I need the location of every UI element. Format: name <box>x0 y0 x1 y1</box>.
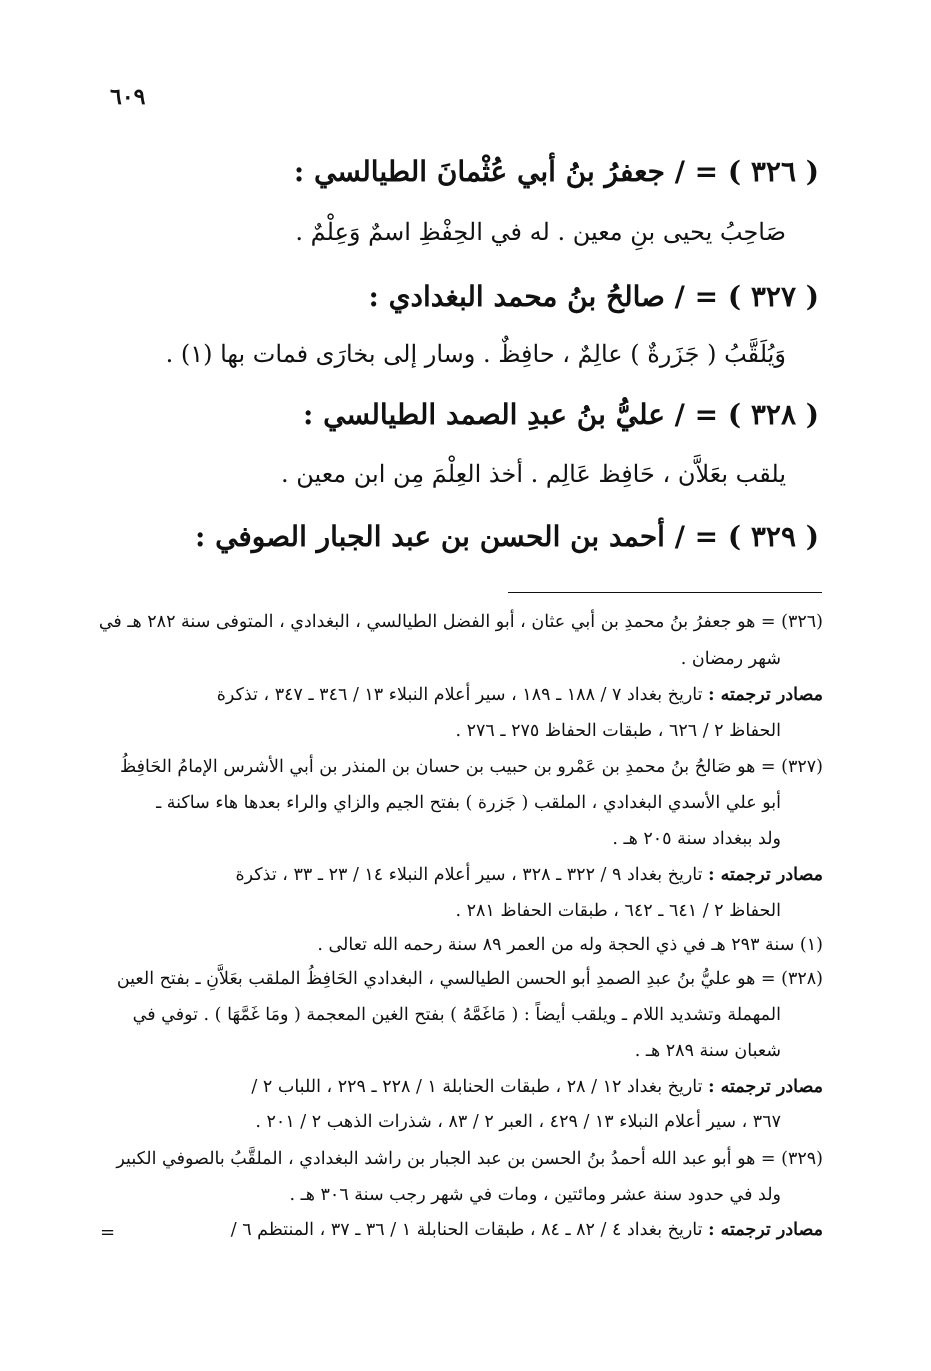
footnote-328-line-3: شعبان سنة ٢٨٩ هـ . <box>634 1041 781 1061</box>
footnote-327-line-1: (٣٢٧) = هو صَالحُ بنُ محمدِ بن عَمْرو بن حبيب بن حسان بن المنذر بن أبي الأشرس الإمامُ الحَافِظُ <box>120 757 823 777</box>
sources-label: مصادر ترجمته : <box>708 1077 823 1097</box>
entry-body-327: وَيُلَقَّبُ ( جَزَرةٌ ) عالِمٌ ، حافِظٌ . وسار إلى بخارَى فمات بها (١) . <box>165 340 786 368</box>
footnote-326-line-1: (٣٢٦) = هو جعفرُ بنُ محمدِ بن أبي عثان ، أبو الفضل الطيالسي ، البغدادي ، المتوفى سنة ٢٨٢ هـ في <box>98 612 823 632</box>
footnote-327-line-2: أبو علي الأسدي البغدادي ، الملقب ( جَزرة ) بفتح الجيم والزاي والراء بعدها هاء ساكنة ـ <box>156 793 781 813</box>
entry-body-326: صَاحِبُ يحيى بنِ معين . له في الحِفْظِ اسمٌ وَعِلْمٌ . <box>295 218 786 246</box>
footnote-329-sources-line-1: مصادر ترجمته : تاريخ بغداد ٤ / ٨٢ ـ ٨٤ ، طبقات الحنابلة ١ / ٣٦ ـ ٣٧ ، المنتظم ٦ / <box>230 1220 823 1240</box>
footnote-326-sources-line-1: مصادر ترجمته : تاريخ بغداد ٧ / ١٨٨ ـ ١٨٩ ، سير أعلام النبلاء ١٣ / ٣٤٦ ـ ٣٤٧ ، تذكرة <box>216 685 823 705</box>
footnote-1: (١) سنة ٢٩٣ هـ في ذي الحجة وله من العمر ٨٩ سنة رحمه الله تعالى . <box>317 935 823 955</box>
entry-heading-329: ( ٣٢٩ ) = / أحمد بن الحسن بن عبد الجبار الصوفي : <box>194 520 819 553</box>
continuation-mark: = <box>100 1222 116 1243</box>
footnote-326-line-2: شهر رمضان . <box>680 649 781 669</box>
sources-label: مصادر ترجمته : <box>708 865 823 885</box>
page-number: ٦٠٩ <box>110 84 146 110</box>
footnote-329-line-2: ولد في حدود سنة عشر ومائتين ، ومات في شهر رجب سنة ٣٠٦ هـ . <box>289 1185 781 1205</box>
footnote-326-sources-line-2: الحفاظ ٢ / ٦٢٦ ، طبقات الحفاظ ٢٧٥ ـ ٢٧٦ . <box>455 721 781 741</box>
footnote-327-sources-line-2: الحفاظ ٢ / ٦٤١ ـ ٦٤٢ ، طبقات الحفاظ ٢٨١ . <box>455 901 781 921</box>
footnote-separator <box>508 592 822 593</box>
entry-heading-327: ( ٣٢٧ ) = / صالحُ بنُ محمد البغدادي : <box>368 280 819 313</box>
footnote-328-sources-line-1: مصادر ترجمته : تاريخ بغداد ١٢ / ٢٨ ، طبقات الحنابلة ١ / ٢٢٨ ـ ٢٢٩ ، اللباب ٢ / <box>251 1077 823 1097</box>
footnote-327-sources-line-1: مصادر ترجمته : تاريخ بغداد ٩ / ٣٢٢ ـ ٣٢٨ ، سير أعلام النبلاء ١٤ / ٢٣ ـ ٣٣ ، تذكرة <box>235 865 823 885</box>
entry-heading-328: ( ٣٢٨ ) = / عليُّ بنُ عبدِ الصمد الطيالسي : <box>303 398 819 431</box>
entry-heading-326: ( ٣٢٦ ) = / جعفرُ بنُ أبي عُثْمانَ الطيالسي : <box>293 155 819 188</box>
footnote-327-line-3: ولد ببغداد سنة ٢٠٥ هـ . <box>612 829 781 849</box>
footnote-328-line-1: (٣٢٨) = هو عليُّ بنُ عبدِ الصمدِ أبو الحسن الطيالسي ، البغدادي الحَافِظُ الملقب بعَلاَّنِ ـ بفتح العين <box>116 969 823 989</box>
entry-body-328: يلقب بعَلاَّن ، حَافِظ عَالِم . أخذ العِلْمَ مِن ابن معين . <box>280 460 786 488</box>
footnote-329-line-1: (٣٢٩) = هو أبو عبد الله أحمدُ بنُ الحسن بن عبد الجبار بن راشد البغدادي ، الملقَّبُ بالصوفي الكبير <box>116 1149 823 1169</box>
footnote-328-sources-line-2: ٣٦٧ ، سير أعلام النبلاء ١٣ / ٤٢٩ ، العبر ٢ / ٨٣ ، شذرات الذهب ٢ / ٢٠١ . <box>255 1112 781 1132</box>
sources-label: مصادر ترجمته : <box>708 1220 823 1240</box>
footnote-328-line-2: المهملة وتشديد اللام ـ ويلقب أيضاً : ( مَاغَمَّهُ ) بفتح الغين المعجمة ( ومَا غَمَّهَا ) . توفي في <box>132 1005 781 1025</box>
sources-label: مصادر ترجمته : <box>708 685 823 705</box>
